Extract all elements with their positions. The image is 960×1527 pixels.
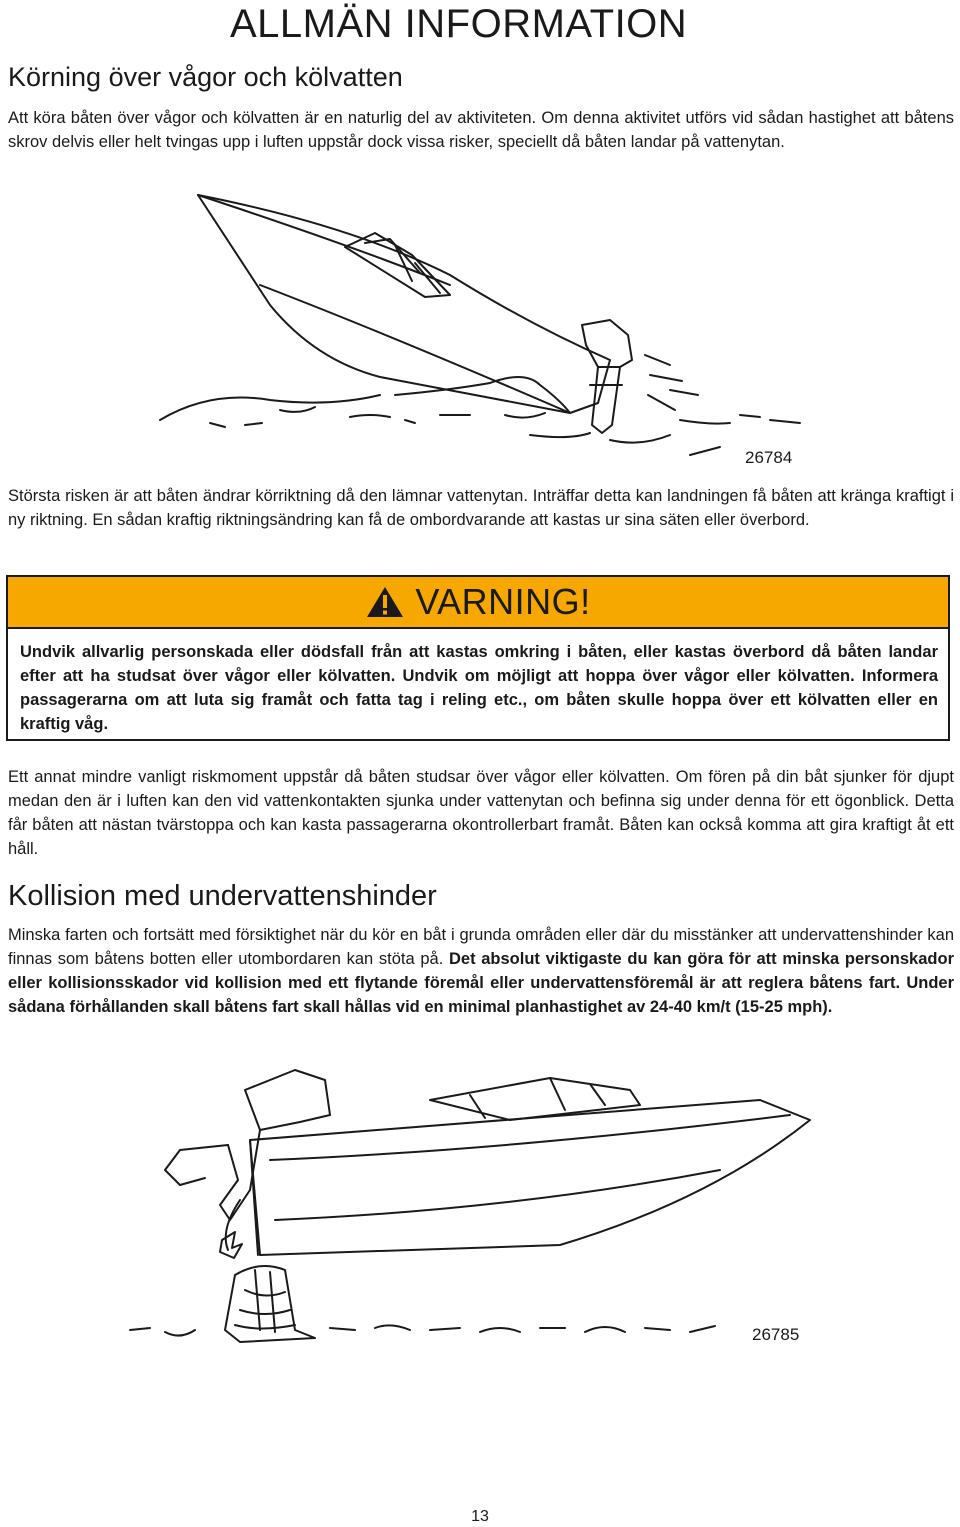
figure-number-26785: 26785 bbox=[752, 1325, 800, 1344]
intro-paragraph: Att köra båten över vågor och kölvatten är en naturlig del av aktiviteten. Om denna aktivitet utförs vid sådan hastighet att båtens skrov delvis eller helt tvingas upp i luften uppstår dock vissa risker, speciellt då båten landar på vattenytan. bbox=[8, 109, 954, 151]
figure-number-26784: 26784 bbox=[745, 448, 793, 467]
section-title-waves: Körning över vågor och kölvatten bbox=[8, 62, 403, 92]
section-title-collision: Kollision med undervattenshinder bbox=[8, 880, 437, 912]
collision-text-normal: Minska farten och fortsätt med försiktighet när du kör en båt i grunda områden eller där du misstänker att undervattenshinder kan finnas som båtens botten eller utombordaren kan stöta på. bbox=[8, 926, 954, 968]
page-header-title: ALLMÄN INFORMATION bbox=[230, 2, 688, 46]
page-number: 13 bbox=[471, 1508, 489, 1525]
bow-dive-paragraph: Ett annat mindre vanligt riskmoment uppstår då båten studsar över vågor eller kölvatten. Om fören på din båt sjunker för djupt medan den är i luften kan den vid vattenkontakten sjunka under vattenytan och befinna sig under denna för ett ögonblick. Detta får båten att nästan tvärstoppa och kan kasta passagerarna okontrollerbart framåt. Båten kan också komma att gira kraftigt åt ett håll. bbox=[8, 768, 954, 858]
boat-jumping-illustration bbox=[150, 185, 830, 470]
boat-collision-illustration bbox=[110, 1060, 830, 1360]
warning-triangle-icon bbox=[365, 585, 405, 619]
risk-paragraph: Största risken är att båten ändrar körriktning då den lämnar vattenytan. Inträffar detta kan landningen få båten att kränga kraftigt i ny riktning. En sådan kraftig riktningsändring kan få de ombordvarande att kastas ur sina säten eller överbord. bbox=[8, 487, 954, 529]
collision-paragraph bbox=[8, 923, 954, 1019]
warning-box bbox=[6, 575, 950, 741]
warning-title: VARNING! bbox=[415, 581, 591, 622]
warning-text: Undvik allvarlig personskada eller dödsfall från att kastas omkring i båten, eller kastas överbord då båten landar efter att ha studsat över vågor eller kölvatten. Undvik om möjligt att hoppa över vågor eller kölvatten. Informera passagerarna om att luta sig framåt och fatta tag i reling etc., om båten skulle hoppa över ett kölvatten eller en kraftig våg. bbox=[20, 643, 938, 733]
warning-header bbox=[8, 577, 948, 629]
collision-text-bold: Det absolut viktigaste du kan göra för att minska personskador eller kollisionsskador vid kollision med ett flytande föremål eller undervattensföremål är att reglera båtens fart. Under sådana förhållanden skall båtens fart skall hållas vid en minimal planhastighet av 24-40 km/t (15-25 mph). bbox=[8, 950, 954, 1016]
